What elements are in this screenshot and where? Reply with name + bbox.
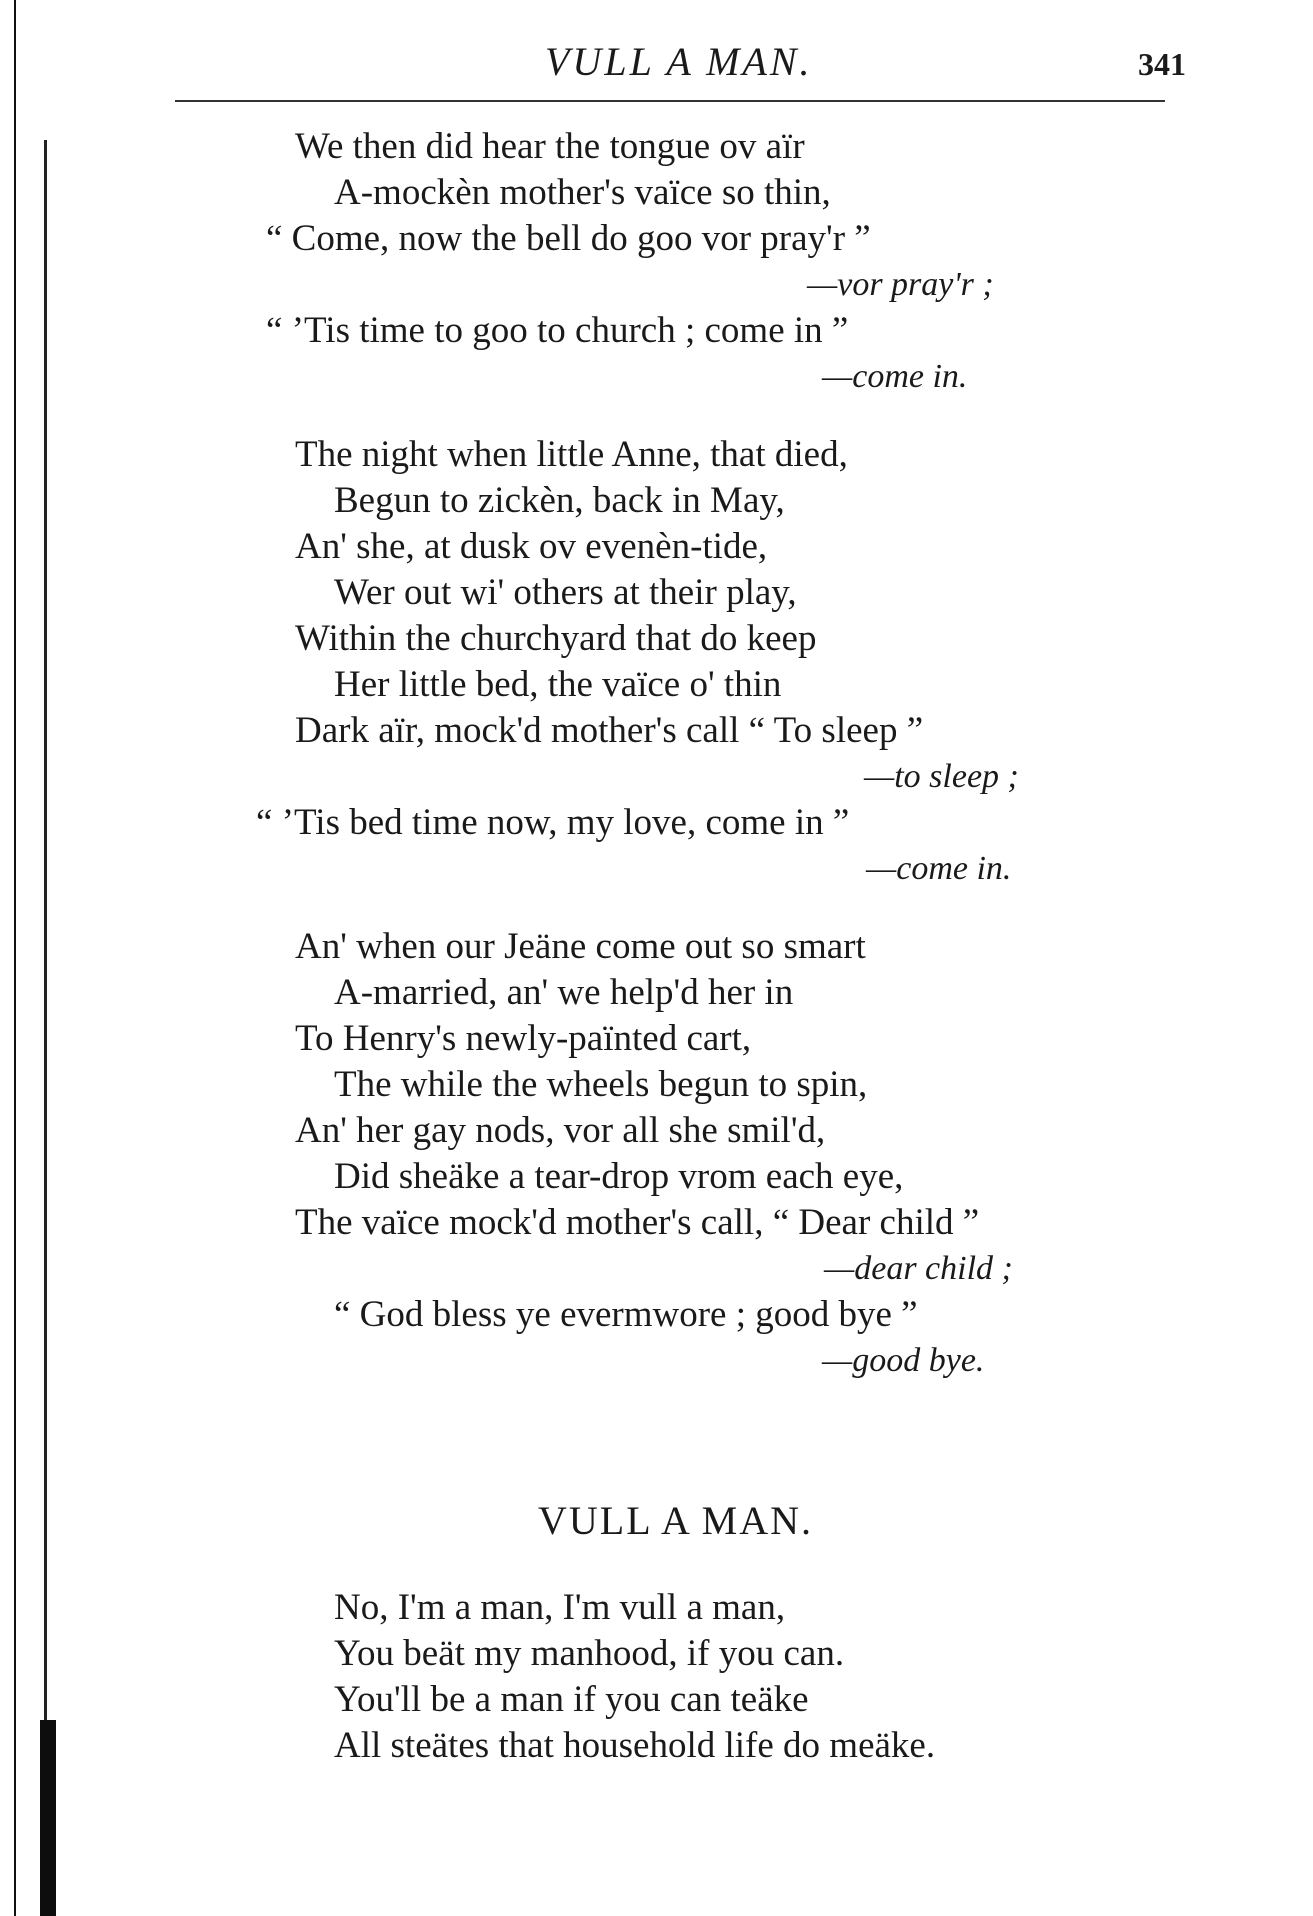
refrain-line: —come in. bbox=[822, 358, 968, 395]
poem-title: VULL A MAN. bbox=[538, 1498, 813, 1543]
poem-line: “ Come, now the bell do goo vor pray'r ” bbox=[266, 218, 871, 259]
poem-line: We then did hear the tongue ov aïr bbox=[295, 126, 805, 167]
poem-line: Wer out wi' others at their play, bbox=[334, 572, 797, 613]
poem-line: Did sheäke a tear-drop vrom each eye, bbox=[334, 1156, 904, 1197]
running-title: VULL A MAN. bbox=[545, 39, 813, 84]
page-header bbox=[0, 38, 1313, 98]
poem-line: “ God bless ye evermwore ; good bye ” bbox=[334, 1294, 918, 1335]
poem-line: An' when our Jeäne come out so smart bbox=[295, 926, 866, 967]
poem-line: No, I'm a man, I'm vull a man, bbox=[334, 1587, 786, 1628]
poem-line: “ ’Tis bed time now, my love, come in ” bbox=[256, 802, 850, 843]
poem-line: The while the wheels begun to spin, bbox=[334, 1064, 868, 1105]
poem-line: The vaïce mock'd mother's call, “ Dear child ” bbox=[295, 1202, 980, 1243]
refrain-line: —good bye. bbox=[822, 1342, 985, 1379]
poem-line: To Henry's newly-païnted cart, bbox=[295, 1018, 752, 1059]
poem-line: “ ’Tis time to goo to church ; come in ” bbox=[266, 310, 849, 351]
poem-line: The night when little Anne, that died, bbox=[295, 434, 848, 475]
poem-line: A-married, an' we help'd her in bbox=[334, 972, 794, 1013]
poem-line: A-mockèn mother's vaïce so thin, bbox=[334, 172, 831, 213]
binding-edge-line bbox=[14, 0, 16, 1916]
refrain-line: —come in. bbox=[866, 850, 1012, 887]
poem-line: Dark aïr, mock'd mother's call “ To sleep ” bbox=[295, 710, 924, 751]
poem-line: All steätes that household life do meäke. bbox=[334, 1725, 936, 1766]
poem-line: Begun to zickèn, back in May, bbox=[334, 480, 785, 521]
poem-line: You'll be a man if you can teäke bbox=[334, 1679, 809, 1720]
refrain-line: —vor pray'r ; bbox=[807, 266, 994, 303]
refrain-line: —dear child ; bbox=[824, 1250, 1013, 1287]
poem-line: An' her gay nods, vor all she smil'd, bbox=[295, 1110, 826, 1151]
refrain-line: —to sleep ; bbox=[864, 758, 1019, 795]
page-number: 341 bbox=[1138, 46, 1186, 82]
header-rule bbox=[175, 100, 1165, 102]
binding-shadow bbox=[40, 1720, 56, 1916]
poem-line: You beät my manhood, if you can. bbox=[334, 1633, 845, 1674]
poem-line: Her little bed, the vaïce o' thin bbox=[334, 664, 782, 705]
poem-line: An' she, at dusk ov evenèn-tide, bbox=[295, 526, 768, 567]
poem-line: Within the churchyard that do keep bbox=[295, 618, 817, 659]
binding-gutter-line bbox=[44, 140, 47, 1720]
